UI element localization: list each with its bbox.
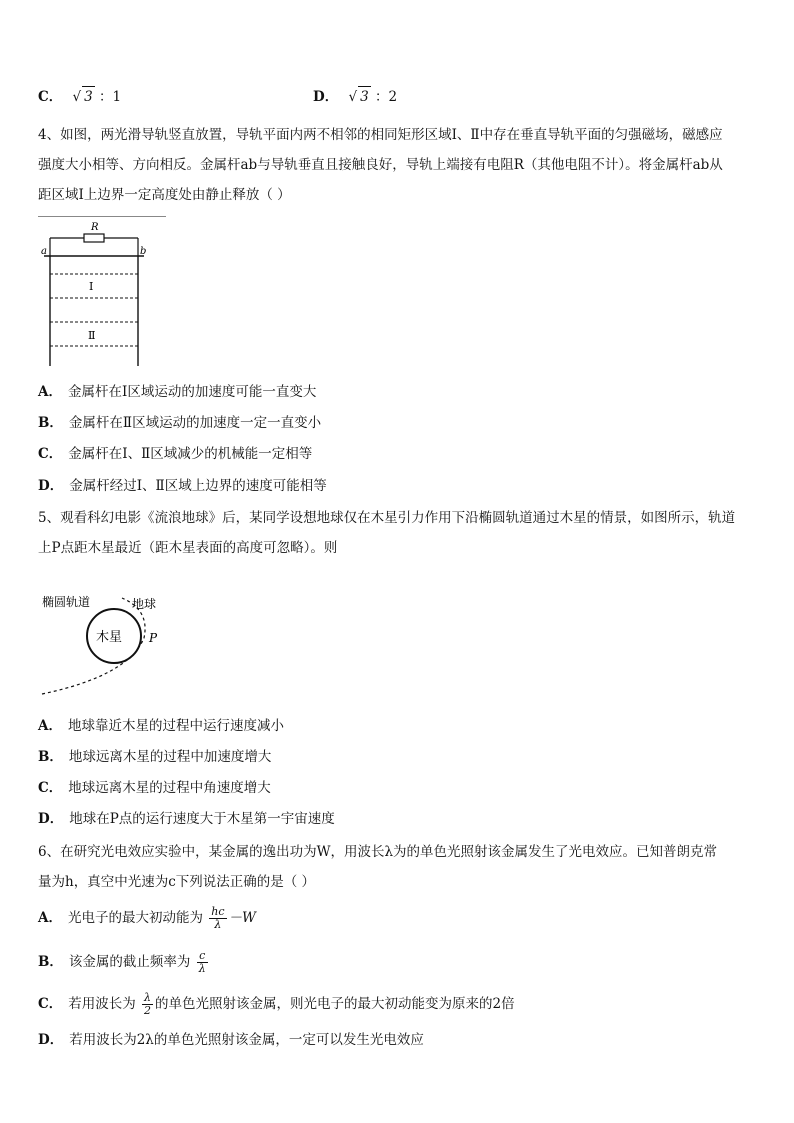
option-text: 若用波长为2λ的单色光照射该金属，一定可以发生光电效应	[69, 1032, 424, 1048]
option-label: A．	[38, 910, 62, 926]
q5-option-d	[38, 809, 335, 829]
option-text: 金属杆在Ⅱ区域运动的加速度一定一直变小	[68, 415, 322, 431]
option-label: C．	[38, 89, 63, 105]
fraction-numerator: λ	[142, 992, 153, 1005]
earth-label: 地球	[132, 597, 157, 611]
option-label: B．	[38, 749, 63, 765]
q4-option-b	[38, 413, 321, 433]
option-label: A．	[38, 718, 62, 734]
option-label: D．	[313, 89, 339, 105]
option-text: ：1	[99, 89, 122, 105]
q5-option-a	[38, 716, 284, 736]
q5-option-b	[38, 747, 271, 767]
resistor-symbol	[84, 234, 104, 242]
resistor-label: R	[91, 222, 99, 233]
prev-option-c	[38, 86, 121, 107]
option-label: C．	[38, 446, 63, 462]
q5-line-2: 上P点距木星最近（距木星表面的高度可忽略）。则	[38, 540, 338, 556]
q4-option-d	[38, 476, 327, 496]
rail-circuit-figure	[38, 218, 158, 370]
q6-line-1: 6、在研究光电效应实验中，某金属的逸出功为W，用波长λ为的单色光照射该金属发生了光电效应。已知普朗克常	[38, 844, 718, 860]
q5-option-c	[38, 778, 271, 798]
jupiter-label: 木星	[96, 630, 123, 645]
label-b: b	[140, 246, 147, 257]
q6-option-d	[38, 1030, 424, 1050]
option-text: 地球在P点的运行速度大于木星第一宇宙速度	[69, 811, 335, 827]
fraction	[142, 992, 153, 1017]
fraction	[209, 906, 226, 931]
option-text: 金属杆经过Ⅰ、Ⅱ区域上边界的速度可能相等	[69, 478, 327, 494]
q4-option-c	[38, 444, 312, 464]
option-label: B．	[38, 954, 63, 970]
fraction-denominator: λ	[198, 962, 206, 975]
q6-option-a	[38, 906, 256, 931]
option-label: D．	[38, 1032, 64, 1048]
fraction-numerator: c	[197, 950, 208, 963]
point-p-label: P	[149, 631, 158, 645]
q6-line-2: 量为h，真空中光速为c下列说法正确的是（ ）	[38, 874, 316, 890]
option-label: C．	[38, 996, 63, 1012]
region-2-label: Ⅱ	[88, 329, 96, 342]
q6-option-b	[38, 950, 210, 975]
option-label: C．	[38, 780, 63, 796]
fraction-denominator: λ	[214, 918, 222, 931]
fraction	[197, 950, 208, 975]
q4-line-1: 4、如图，两光滑导轨竖直放置，导轨平面内两不相邻的相同矩形区域Ⅰ、Ⅱ中存在垂直导轨平面的匀强磁场，磁感应	[38, 127, 723, 143]
option-text: 若用波长为	[68, 996, 136, 1012]
option-text: 地球靠近木星的过程中运行速度减小	[67, 718, 284, 734]
region-1-label: Ⅰ	[89, 280, 94, 293]
label-a: a	[41, 246, 47, 257]
fraction-denominator: 2	[144, 1004, 152, 1017]
option-text: 金属杆在Ⅰ区域运动的加速度可能一直变大	[67, 384, 317, 400]
option-label: B．	[38, 415, 63, 431]
option-label: D．	[38, 811, 64, 827]
orbit-figure	[38, 580, 198, 700]
divider-line	[38, 216, 166, 217]
q4-option-a	[38, 382, 316, 402]
q6-option-c	[38, 992, 515, 1017]
sqrt-value: 3	[82, 86, 95, 107]
prev-option-d	[313, 86, 397, 107]
sqrt-value: 3	[358, 86, 371, 107]
option-label: A．	[38, 384, 62, 400]
option-text: 该金属的截止频率为	[68, 954, 191, 970]
option-text: ：2	[375, 89, 398, 105]
option-text: 光电子的最大初动能为	[67, 910, 203, 926]
q5-line-1: 5、观看科幻电影《流浪地球》后，某同学设想地球仅在木星引力作用下沿椭圆轨道通过木星的情景，如图所示，轨道	[38, 510, 736, 526]
option-text: 金属杆在Ⅰ、Ⅱ区域减少的机械能一定相等	[68, 446, 313, 462]
orbit-label: 椭圆轨道	[42, 595, 91, 609]
q4-line-2: 强度大小相等、方向相反。金属杆ab与导轨垂直且接触良好，导轨上端接有电阻R（其他电阻不计）。将金属杆ab从	[38, 157, 723, 173]
option-text: 地球远离木星的过程中角速度增大	[68, 780, 271, 796]
sqrt-sign: √	[348, 89, 358, 105]
q4-line-3: 距区域Ⅰ上边界一定高度处由静止释放（ ）	[38, 187, 291, 203]
sqrt-sign: √	[72, 89, 82, 105]
option-tail: －W	[228, 910, 256, 926]
option-tail: 的单色光照射该金属，则光电子的最大初动能变为原来的2倍	[155, 996, 515, 1012]
fraction-numerator: hc	[211, 905, 225, 918]
option-text: 地球远离木星的过程中加速度增大	[68, 749, 272, 765]
option-label: D．	[38, 478, 64, 494]
